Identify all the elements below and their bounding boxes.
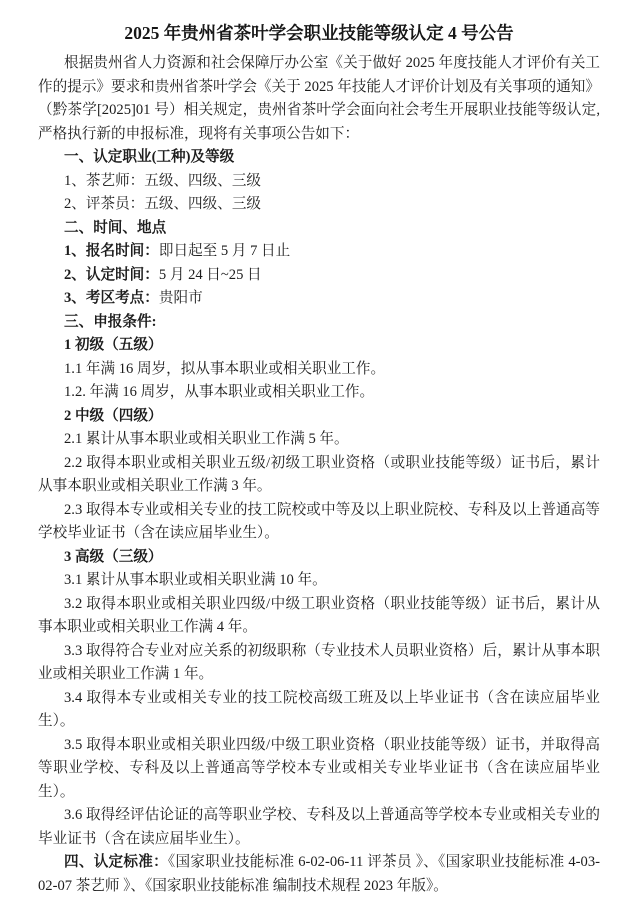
intro-paragraph: 根据贵州省人力资源和社会保障厅办公室《关于做好 2025 年度技能人才评价有关工作的提示》要求和贵州省茶叶学会《关于 2025 年技能人才评价计划及有关事项的通知》（黔茶学[2025]01 号）相关规定，贵州省茶叶学会面向社会考生开展职业技能等级认定,严格执行新的申报标准，现将有关事项公告如下： <box>38 55 600 142</box>
section2-heading: 二、时间、地点 <box>64 219 167 236</box>
section4-standards-text: 《国家职业技能标准 6-02-06-11 评茶员 》、《国家职业技能标准 4-03-02-07 茶艺师 》、《国家职业技能标准 编制技术规程 2023 年版》。 <box>38 854 600 894</box>
section3-heading: 三、申报条件: <box>64 313 157 330</box>
level3-item-1: 3.1 累计从事本职业或相关职业满 10 年。 <box>64 572 327 588</box>
section1-item-tea-taster: 2、评茶员：五级、四级、三级 <box>64 196 262 212</box>
level3-heading: 3 高级（三级） <box>64 548 163 565</box>
level3-item-4: 3.4 取得本专业或相关专业的技工院校高级工班及以上毕业证书（含在读应届毕业生）。 <box>38 689 600 729</box>
registration-time-label: 1、报名时间： <box>64 243 159 259</box>
section1-item-tea-artist: 1、茶艺师：五级、四级、三级 <box>64 172 262 189</box>
level2-item-2: 2.2 取得本职业或相关职业五级/初级工职业资格（或职业技能等级）证书后，累计从事本职业或相关职业工作满 3 年。 <box>38 454 600 494</box>
exam-location-label: 3、考区考点： <box>64 290 159 306</box>
registration-time-value: 即日起至 5 月 7 日止 <box>158 243 291 259</box>
exam-location-value: 贵阳市 <box>158 290 203 306</box>
section4-heading-label: 四、认定标准： <box>64 854 168 870</box>
level3-item-5: 3.5 取得本职业或相关职业四级/中级工职业资格（职业技能等级）证书，并取得高等职业学校、专科及以上普通高等学校本专业或相关专业毕业证书（含在读应届毕业生）。 <box>38 736 600 800</box>
section4-paragraph <box>38 851 600 898</box>
certification-time-value: 5 月 24 日~25 日 <box>158 266 262 283</box>
level1-item-2: 1.2. 年满 16 周岁，从事本职业或相关职业工作。 <box>64 384 375 400</box>
section2-item-exam-location <box>38 287 600 311</box>
section1-heading: 一、认定职业(工种)及等级 <box>64 149 235 165</box>
certification-time-label: 2、认定时间： <box>64 266 159 283</box>
section2-item-registration-time <box>38 240 600 264</box>
level2-heading: 2 中级（四级） <box>64 407 163 424</box>
level3-item-6: 3.6 取得经评估论证的高等职业学校、专科及以上普通高等学校本专业或相关专业的毕业证书（含在读应届毕业生）。 <box>38 807 600 847</box>
level2-item-3: 2.3 取得本专业或相关专业的技工院校或中等及以上职业院校、专科及以上普通高等学校毕业证书（含在读应届毕业生）。 <box>38 501 600 541</box>
level1-heading: 1 初级（五级） <box>64 337 163 353</box>
level3-item-2: 3.2 取得本职业或相关职业四级/中级工职业资格（职业技能等级）证书后，累计从事本职业或相关职业工作满 4 年。 <box>38 595 600 635</box>
page-title: 2025 年贵州省茶叶学会职业技能等级认定 4 号公告 <box>124 23 514 43</box>
section2-item-certification-time <box>38 264 600 288</box>
level2-item-1: 2.1 累计从事本职业或相关职业工作满 5 年。 <box>64 431 349 447</box>
level1-item-1: 1.1 年满 16 周岁，拟从事本职业或相关职业工作。 <box>64 360 386 377</box>
level3-item-3: 3.3 取得符合专业对应关系的初级职称（专业技术人员职业资格）后，累计从事本职业或相关职业工作满 1 年。 <box>38 642 600 682</box>
